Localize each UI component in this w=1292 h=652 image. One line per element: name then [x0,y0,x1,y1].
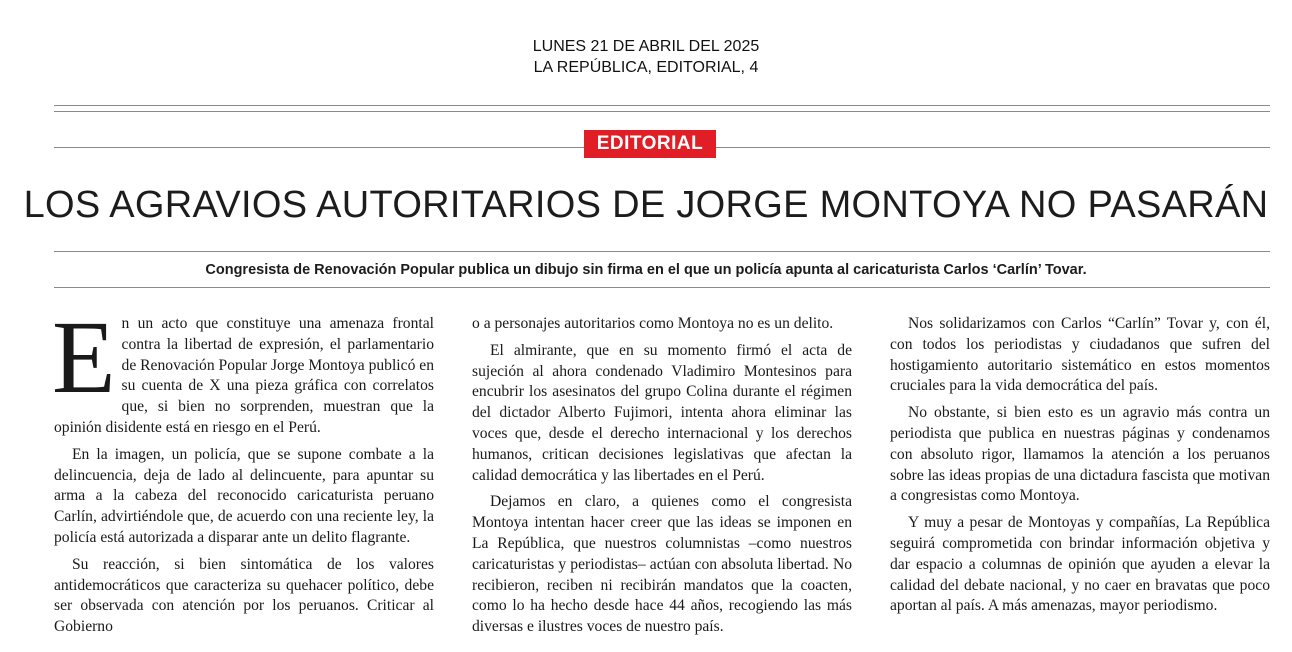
publication-meta [0,36,1292,78]
article-column-3 [890,314,1270,623]
subhead: Congresista de Renovación Popular publica un dibujo sin firma en el que un policía apunta al caricaturista Carlos ‘Carlín’ Tovar. [205,262,1087,278]
divider-top-2 [54,111,1270,112]
paragraph: Nos solidarizamos con Carlos “Carlín” Tovar y, con él, con todos los periodistas y ciudadanos que sufren del hostigamiento autoritario sistemático en estos momentos cruciales para la vida democrática del país. [890,315,1270,395]
article-column-1 [52,300,434,644]
paragraph: No obstante, si bien esto es un agravio más contra un periodista que publica en nuestras páginas y condenamos con absoluto rigor, llamamos la atención a los peruanos sobre las ideas propias de una dictadura fascista que motivan a congresistas como Montoya. [890,404,1270,505]
paragraph [52,300,434,439]
publication-source: LA REPÚBLICA, EDITORIAL, 4 [533,59,759,76]
headline: LOS AGRAVIOS AUTORITARIOS DE JORGE MONTOYA NO PASARÁN [23,184,1269,226]
paragraph: Dejamos en claro, a quienes como el congresista Montoya intentan hacer creer que las ideas se imponen en La República, que nuestros columnistas –como nuestros caricaturistas y periodistas– actúan con absoluta libertad. No recibieron, reciben ni recibirán mandatos que la coacten, como lo ha hecho desde hace 44 años, recogiendo las más diversas e ilustres voces de nuestro país. [472,493,852,636]
paragraph: o a personajes autoritarios como Montoya no es un delito. [472,315,834,332]
publication-date: LUNES 21 DE ABRIL DEL 2025 [532,38,760,55]
divider-subhead-top [54,251,1270,252]
paragraph: Y muy a pesar de Montoyas y compañías, La República seguirá comprometida con brindar información objetiva y dar espacio a columnas de opinión que ayuden a elevar la calidad del debate nacional, y no caer en bravatas que poco aportan al país. A más amenazas, mayor periodismo. [890,514,1270,615]
drop-cap: E [52,300,116,415]
article-column-2 [472,314,852,644]
divider-subhead-bottom [54,287,1270,288]
paragraph: Su reacción, si bien sintomática de los valores antidemocráticos que caracteriza su quehacer político, debe ser observada con atención por los peruanos. Criticar al Gobierno [54,555,434,636]
divider-top-1 [54,105,1270,106]
paragraph: En la imagen, un policía, que se supone combate a la delincuencia, deja de lado al delincuente, para apuntar su arma a la cabeza del reconocido caricaturista peruano Carlín, advirtiéndole que, de acuerdo con una reciente ley, la policía está autorizada a disparar ante un delito flagrante. [54,445,434,546]
paragraph-text: n un acto que constituye una amenaza frontal contra la libertad de expresión, el parlamentario de Renovación Popular Jorge Montoya publicó en su cuenta de X una pieza gráfica con correlatos que, si bien no sorprenden, muestran que la opinión disidente está en riesgo en el Perú. [54,315,434,436]
paragraph: El almirante, que en su momento firmó el acta de sujeción al ahora condenado Vladimiro Montesinos para encubrir los asesinatos del grupo Colina durante el régimen del dictador Alberto Fujimori, intenta ahora eliminar las voces que, desde el derecho internacional y los derechos humanos, critican decisiones legislativas que afectan la calidad democrática y las libertades en el Perú. [472,341,852,484]
section-badge: EDITORIAL [584,130,716,158]
